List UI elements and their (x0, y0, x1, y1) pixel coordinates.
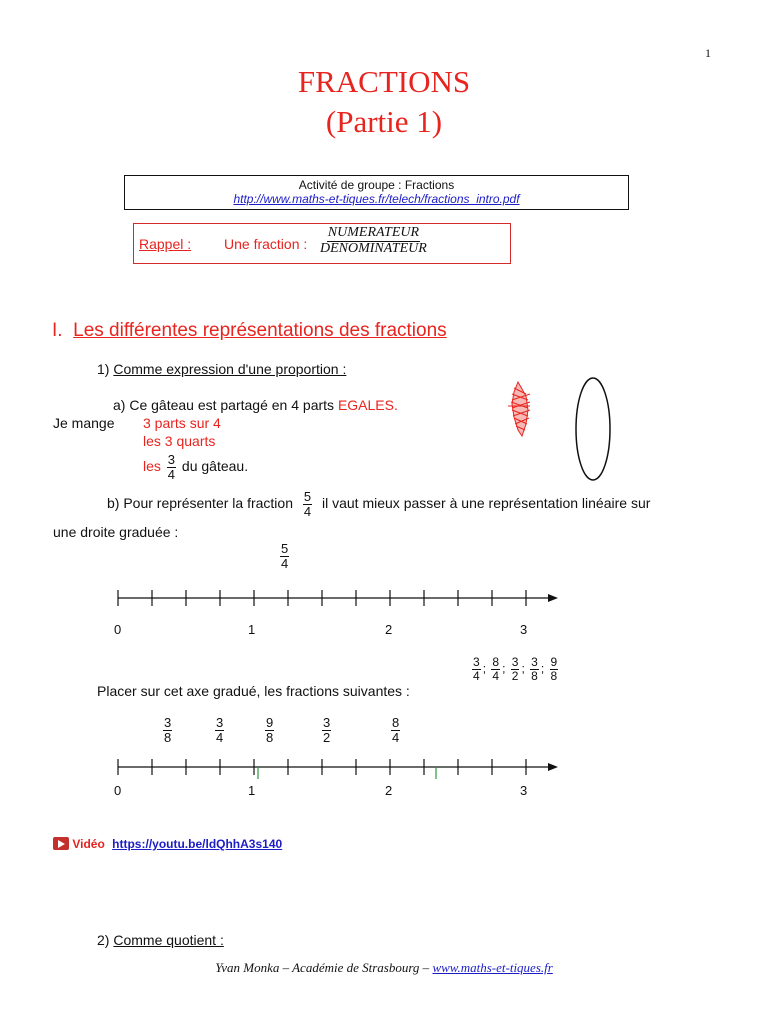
part-b-intro: b) Pour représenter la fraction $\frac{5}{4}$ il vaut mieux passer à une représentation linéaire sur (107, 489, 651, 519)
axis2-label-3-4: $\frac{3}{4}$ (216, 715, 224, 745)
axis1-tick-2: 2 (385, 622, 393, 637)
page-subtitle: (Partie 1) (325, 104, 443, 139)
axis2-label-9-8: $\frac{9}{8}$ (266, 715, 274, 745)
cake-ellipse (576, 378, 610, 480)
axis2-green-marks (258, 767, 436, 779)
play-icon[interactable] (53, 837, 69, 850)
axis1-tick-3: 3 (520, 622, 528, 637)
subsection-2-heading: 2) Comme quotient : (97, 932, 224, 948)
rappel-text: Une fraction : (224, 236, 308, 252)
activity-label: Activité de groupe : Fractions (298, 178, 455, 192)
number-line-1 (110, 585, 570, 615)
hatched-cake-slice (508, 382, 530, 436)
part-a-line3: les $\frac{3}{4}$ du gâteau. (143, 452, 249, 482)
footer: Yvan Monka – Académie de Strasbourg – www.maths-et-tiques.fr (215, 960, 553, 975)
cake-drawing (500, 372, 620, 487)
rappel-fraction: $\frac{\text{NUMERATEUR}}{\text{DENOMINATEUR}}$ (320, 225, 427, 256)
subsection-1-heading: 1) Comme expression d'une proportion : (97, 361, 347, 377)
axis2-label-3-8: $\frac{3}{8}$ (164, 715, 172, 745)
axis2-tick-2: 2 (385, 783, 393, 798)
axis2-tick-0: 0 (114, 783, 122, 798)
axis2-label-3-2: $\frac{3}{2}$ (323, 715, 331, 745)
axis2-tick-1: 1 (248, 783, 256, 798)
exercise-text: Placer sur cet axe gradué, les fractions suivantes : (97, 683, 410, 699)
axis1-tick-1: 1 (248, 622, 256, 637)
video-link[interactable]: https://youtu.be/ldQhhA3s140 (112, 836, 283, 851)
video-label: Vidéo (72, 836, 105, 851)
exercise-fraction-list: $\frac{3}{4}$ ; $\frac{8}{4}$ ; $\frac{3}{2}$ ; $\frac{3}{8}$ ; $\frac{9}{8}$ (473, 655, 558, 683)
number-line-2 (110, 754, 570, 784)
activity-box (124, 175, 629, 210)
video-row (53, 836, 282, 851)
axis1-arrow-icon (548, 594, 558, 602)
axis1-fraction-label: $\frac{5}{4}$ (281, 541, 289, 571)
footer-link[interactable]: www.maths-et-tiques.fr (432, 960, 553, 975)
je-mange-label: Je mange (53, 415, 115, 431)
axis2-tick-3: 3 (520, 783, 528, 798)
activity-pdf-link[interactable]: http://www.maths-et-tiques.fr/telech/fractions_intro.pdf (233, 192, 520, 206)
rappel-box (133, 223, 511, 264)
axis2-arrow-icon (548, 763, 558, 771)
part-a-line1: 3 parts sur 4 (143, 415, 221, 431)
axis1-tick-0: 0 (114, 622, 122, 637)
part-a-intro: a) Ce gâteau est partagé en 4 parts EGALES. (113, 397, 398, 413)
section-heading: I. Les différentes représentations des fractions (52, 320, 447, 341)
part-a-line2: les 3 quarts (143, 433, 216, 449)
axis2-label-8-4: $\frac{8}{4}$ (392, 715, 400, 745)
part-b-line2: une droite graduée : (53, 524, 179, 540)
rappel-label: Rappel : (139, 236, 192, 252)
page-title: FRACTIONS (297, 64, 471, 99)
page-number: 1 (705, 46, 711, 60)
